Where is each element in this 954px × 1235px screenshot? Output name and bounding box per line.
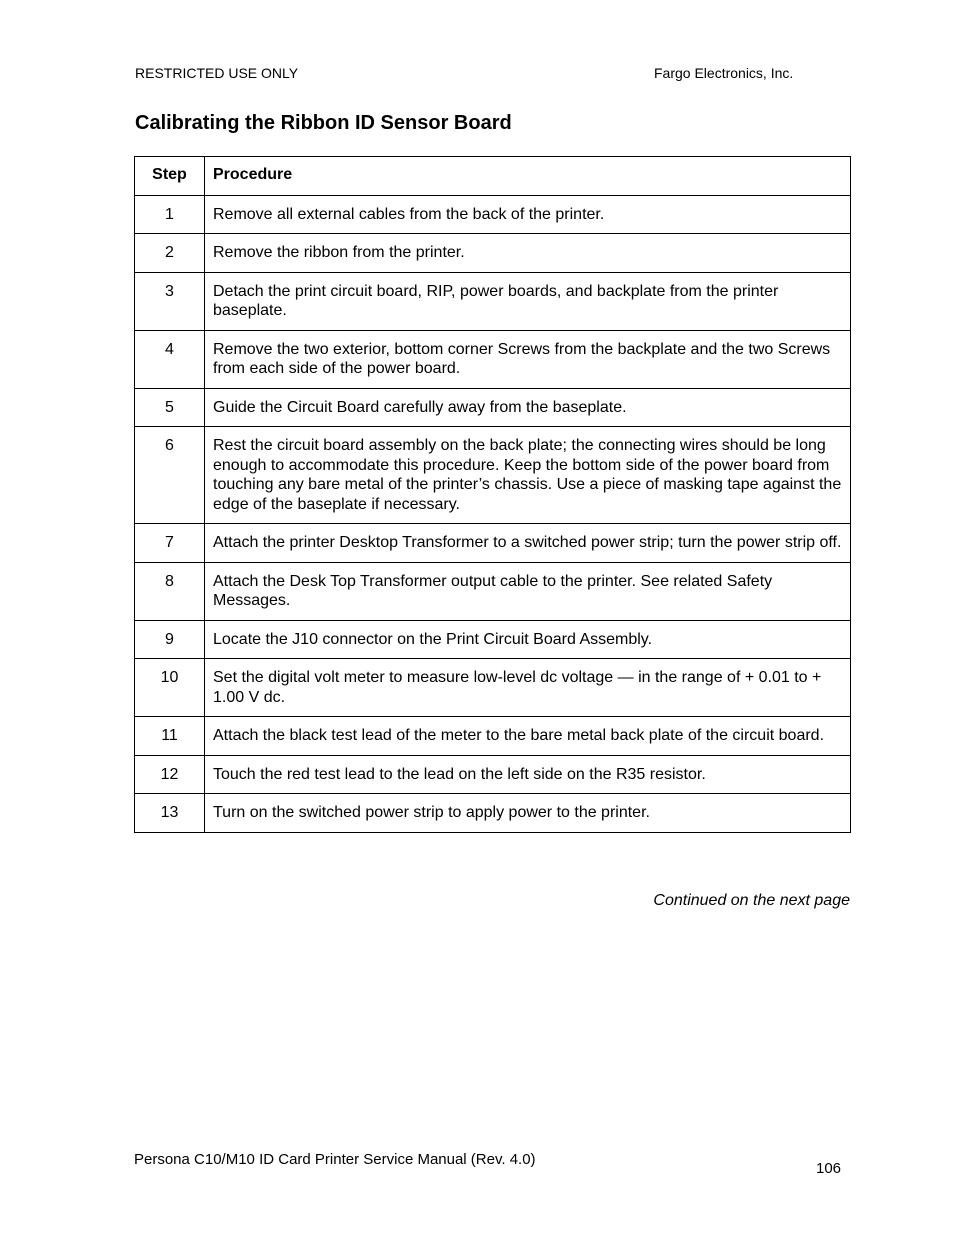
procedure-table (134, 156, 851, 833)
step-procedure: Turn on the switched power strip to apply power to the printer. (205, 794, 851, 833)
table-row (135, 388, 851, 427)
step-procedure: Guide the Circuit Board carefully away from the baseplate. (205, 388, 851, 427)
table-row (135, 330, 851, 388)
step-number: 4 (135, 330, 205, 388)
step-procedure: Attach the black test lead of the meter to the bare metal back plate of the circuit board. (205, 717, 851, 756)
column-header-procedure: Procedure (205, 157, 851, 196)
step-number: 2 (135, 234, 205, 273)
table-row (135, 234, 851, 273)
continued-note: Continued on the next page (653, 892, 850, 909)
step-number: 7 (135, 524, 205, 563)
step-procedure: Attach the Desk Top Transformer output cable to the printer. See related Safety Messages. (205, 562, 851, 620)
table-row (135, 272, 851, 330)
table-row (135, 717, 851, 756)
table-row (135, 620, 851, 659)
page-number: 106 (816, 1160, 842, 1177)
step-number: 1 (135, 195, 205, 234)
step-procedure: Remove the ribbon from the printer. (205, 234, 851, 273)
step-number: 9 (135, 620, 205, 659)
table-row (135, 659, 851, 717)
footer-manual-title: Persona C10/M10 ID Card Printer Service Manual (Rev. 4.0) (134, 1151, 536, 1168)
table-header-row (135, 157, 851, 196)
header-restricted-label: RESTRICTED USE ONLY (135, 65, 299, 81)
step-number: 8 (135, 562, 205, 620)
step-number: 10 (135, 659, 205, 717)
step-number: 3 (135, 272, 205, 330)
step-number: 6 (135, 427, 205, 524)
table-row (135, 794, 851, 833)
table-row (135, 195, 851, 234)
table-body (135, 195, 851, 832)
step-procedure: Remove the two exterior, bottom corner Screws from the backplate and the two Screws from each side of the power board. (205, 330, 851, 388)
step-number: 5 (135, 388, 205, 427)
column-header-step: Step (135, 157, 205, 196)
page-title: Calibrating the Ribbon ID Sensor Board (135, 112, 512, 134)
step-procedure: Attach the printer Desktop Transformer to a switched power strip; turn the power strip off. (205, 524, 851, 563)
step-procedure: Touch the red test lead to the lead on the left side on the R35 resistor. (205, 755, 851, 794)
table-row (135, 524, 851, 563)
table-row (135, 427, 851, 524)
step-number: 13 (135, 794, 205, 833)
step-procedure: Locate the J10 connector on the Print Circuit Board Assembly. (205, 620, 851, 659)
step-procedure: Set the digital volt meter to measure low-level dc voltage — in the range of + 0.01 to + 1.00 V dc. (205, 659, 851, 717)
table-row (135, 755, 851, 794)
header-company-name: Fargo Electronics, Inc. (654, 65, 794, 81)
step-number: 12 (135, 755, 205, 794)
step-number: 11 (135, 717, 205, 756)
step-procedure: Rest the circuit board assembly on the back plate; the connecting wires should be long enough to accommodate this procedure. Keep the bottom side of the power board from touching any bare metal of the printer’s chassis. Use a piece of masking tape against the edge of the baseplate if necessary. (205, 427, 851, 524)
table-row (135, 562, 851, 620)
step-procedure: Remove all external cables from the back of the printer. (205, 195, 851, 234)
step-procedure: Detach the print circuit board, RIP, power boards, and backplate from the printer baseplate. (205, 272, 851, 330)
